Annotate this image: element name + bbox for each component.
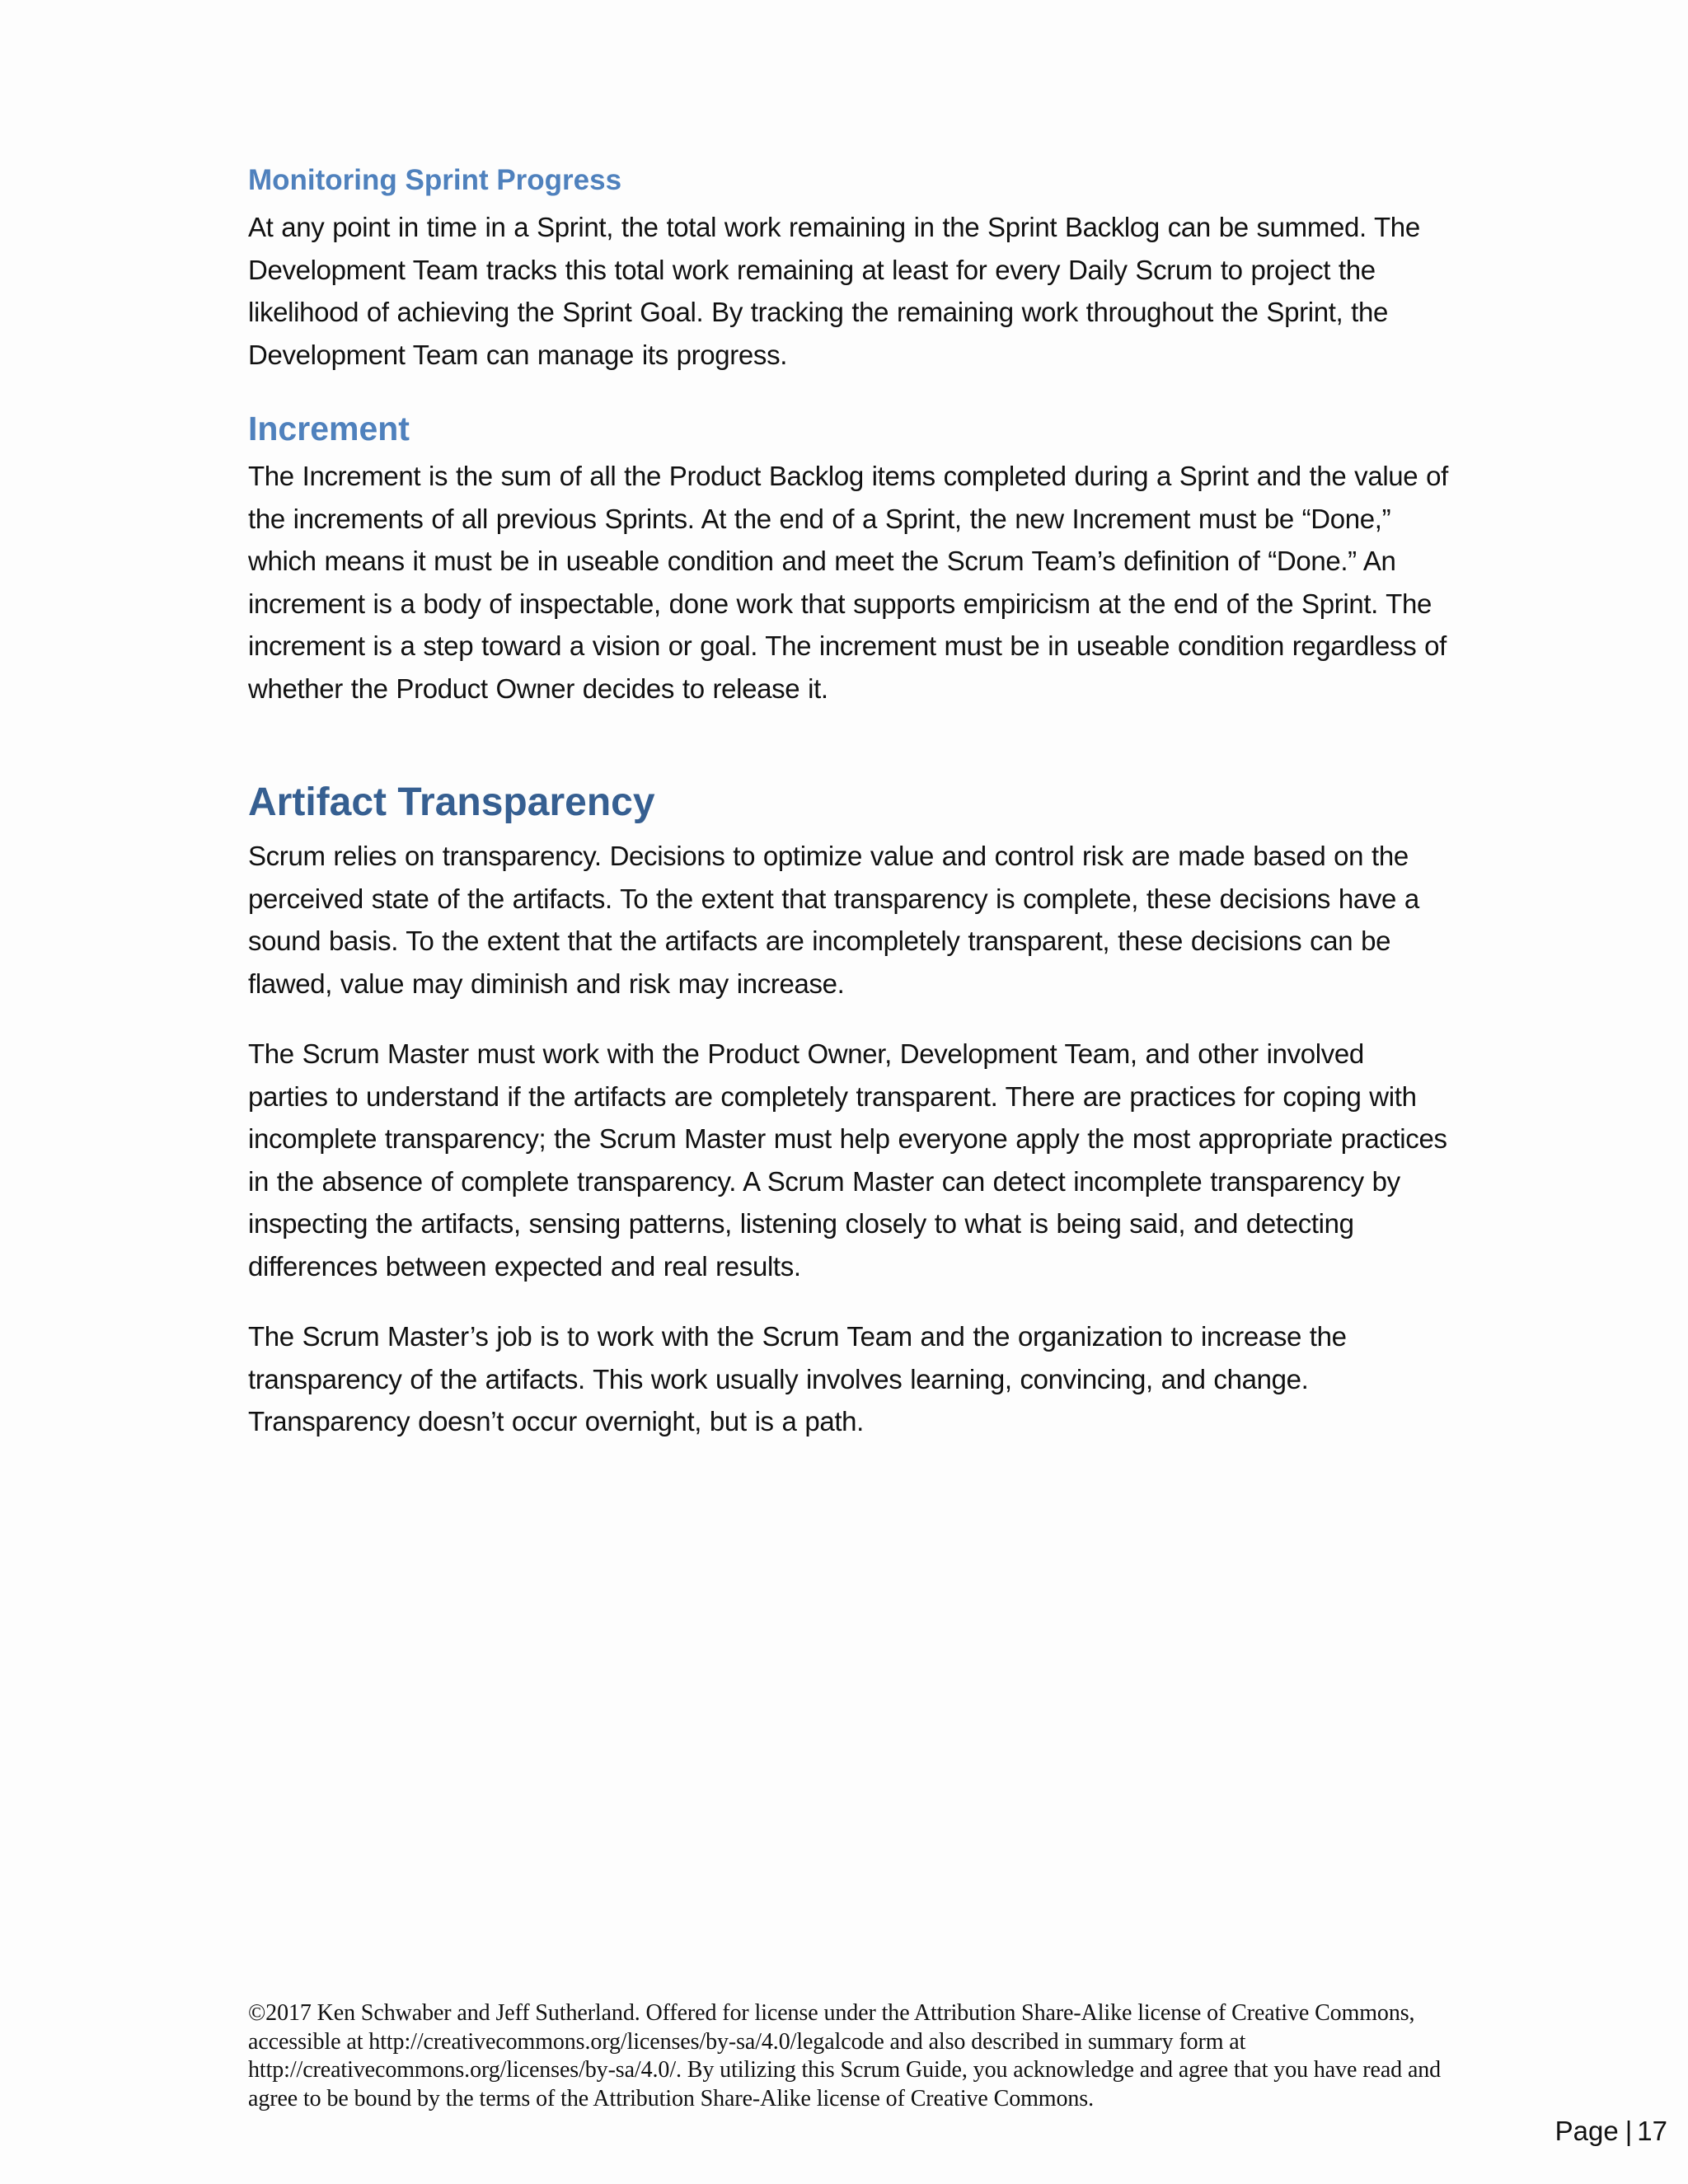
spacer: [248, 710, 1451, 777]
paragraph-transparency-2: The Scrum Master must work with the Product Owner, Development Team, and other involved parties to understand if the artifacts are completely transparent. There are practices for coping with incomplete transparency; the Scrum Master must help everyone apply the most appropriate practices in the absence of complete transparency. A Scrum Master can detect incomplete transparency by inspecting the artifacts, sensing patterns, listening closely to what is being said, and detecting differences between expected and real results.: [248, 1038, 1447, 1282]
spacer: [248, 1287, 1451, 1315]
paragraph-transparency-1: Scrum relies on transparency. Decisions to optimize value and control risk are made based on the perceived state of the artifacts. To the extent that transparency is complete, these decisions have a sound basis. To the extent that the artifacts are incompletely transparent, these decisions can be flawed, value may diminish and risk may increase.: [248, 841, 1419, 999]
spacer: [248, 376, 1451, 407]
heading-increment: Increment: [248, 410, 410, 448]
spacer: [248, 1005, 1451, 1033]
page-number-footer: [1555, 2116, 1667, 2147]
heading-artifact-transparency: Artifact Transparency: [248, 780, 655, 824]
page-separator: |: [1625, 2116, 1633, 2146]
page-number: 17: [1637, 2116, 1667, 2146]
page-content: [248, 162, 1451, 1443]
paragraph-increment: The Increment is the sum of all the Product Backlog items completed during a Sprint and the value of the increments of all previous Sprints. At the end of a Sprint, the new Increment must be “Done,” which means it must be in useable condition and meet the Scrum Team’s definition of “Done.” An increment is a body of inspectable, done work that supports empiricism at the end of the Sprint. The increment is a step toward a vision or goal. The increment must be in useable condition regardless of whether the Product Owner decides to release it.: [248, 461, 1448, 704]
license-footnote: ©2017 Ken Schwaber and Jeff Sutherland. Offered for license under the Attribution Share-Alike license of Creative Commons, accessible at http://creativecommons.org/licenses/by-sa/4.0/legalcode and also described in summary form at http://creativecommons.org/licenses/by-sa/4.0/. By utilizing this Scrum Guide, you acknowledge and agree that you have read and agree to be bound by the terms of the Attribution Share-Alike license of Creative Commons.: [248, 2000, 1442, 2111]
paragraph-monitoring: At any point in time in a Sprint, the total work remaining in the Sprint Backlog can be summed. The Development Team tracks this total work remaining at least for every Daily Scrum to project the likelihood of achieving the Sprint Goal. By tracking the remaining work throughout the Sprint, the Development Team can manage its progress.: [248, 212, 1420, 370]
paragraph-transparency-3: The Scrum Master’s job is to work with the Scrum Team and the organization to increase the transparency of the artifacts. This work usually involves learning, convincing, and change. Transparency doesn’t occur overnight, but is a path.: [248, 1321, 1347, 1436]
page-label: Page: [1554, 2116, 1619, 2146]
heading-monitoring-sprint-progress: Monitoring Sprint Progress: [248, 164, 622, 196]
